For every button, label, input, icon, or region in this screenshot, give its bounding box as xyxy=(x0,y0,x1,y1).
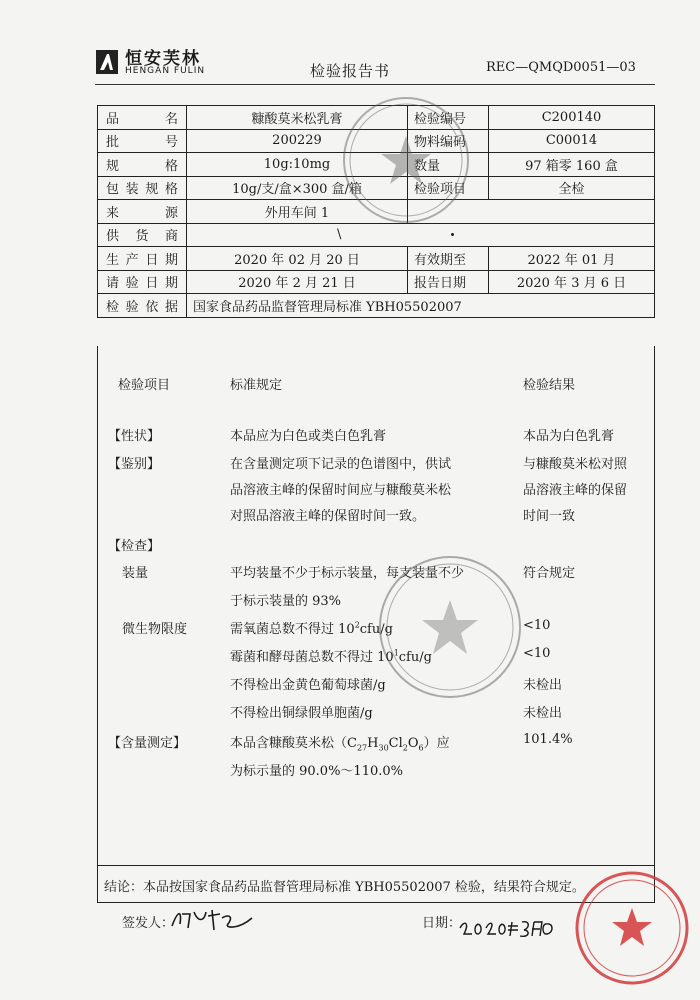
assay-text-end: ）应 xyxy=(423,736,450,751)
micro-result-2: <10 xyxy=(523,646,551,661)
date-label: 日期： xyxy=(422,916,462,931)
micro-1-unit: cfu/g xyxy=(359,622,393,637)
test-item-value: 全检 xyxy=(489,176,655,200)
quantity-value: 97 箱零 160 盒 xyxy=(489,153,655,177)
prod-date-value: 2020 年 02 月 20 日 xyxy=(187,247,408,271)
qa-stamp-middle-icon xyxy=(375,552,525,702)
ident-standard-1: 在含量测定项下记录的色谱图中，供试 xyxy=(230,457,452,472)
document-code: REC—QMQD0051—03 xyxy=(486,60,636,75)
assay-standard-2: 为标示量的 90.0%～110.0% xyxy=(230,764,403,779)
spec-label: 规格 xyxy=(98,153,187,177)
conclusion-text: 结论：本品按国家食品药品监督管理局标准 YBH05502007 检验，结果符合规定。 xyxy=(104,880,585,895)
product-label: 品名 xyxy=(98,106,187,130)
appearance-result: 本品为白色乳膏 xyxy=(523,429,615,444)
col-item-header: 检验项目 xyxy=(118,378,171,393)
micro-standard-3: 不得检出金黄色葡萄球菌/g xyxy=(230,678,386,693)
micro-2-exp: 1 xyxy=(393,648,399,658)
fill-standard-2: 于标示装量的 93% xyxy=(230,594,342,609)
table-row xyxy=(98,247,655,271)
assay-result: 101.4% xyxy=(523,732,573,747)
expiry-value: 2022 年 01 月 xyxy=(489,247,655,271)
col-standard-header: 标准规定 xyxy=(230,378,283,393)
red-qa-stamp-icon xyxy=(572,868,692,988)
source-label: 来源 xyxy=(98,200,187,224)
micro-standard-1 xyxy=(230,618,393,637)
qa-stamp-top-icon xyxy=(338,92,474,228)
quantity-label: 数量 xyxy=(408,153,489,177)
brand-name-cn: 恒安芙林 xyxy=(125,49,201,69)
supplier-label: 供货商 xyxy=(98,223,187,247)
brand-name-en: HENGAN FULIN xyxy=(125,66,206,76)
prod-date-label: 生产日期 xyxy=(98,247,187,271)
test-item-label: 检验项目 xyxy=(408,176,489,200)
packaging-value: 10g/支/盒×300 盒/箱 xyxy=(187,176,408,200)
micro-2-text: 霉菌和酵母菌总数不得过 10 xyxy=(230,650,394,665)
inspection-no-label: 检验编号 xyxy=(408,106,489,130)
table-row xyxy=(98,294,655,318)
report-date-value: 2020 年 3 月 6 日 xyxy=(489,270,655,294)
check-label: 【检查】 xyxy=(108,539,161,554)
formula-sub: 2 xyxy=(402,743,408,753)
assay-label: 【含量测定】 xyxy=(108,736,187,751)
expiry-label: 有效期至 xyxy=(408,247,489,271)
ident-result-1: 与糠酸莫米松对照 xyxy=(523,457,628,472)
ident-result-3: 时间一致 xyxy=(523,509,576,524)
ident-standard-3: 对照品溶液主峰的保留时间一致。 xyxy=(230,509,426,524)
formula-sub: 27 xyxy=(356,743,368,753)
signer-label: 签发人： xyxy=(122,916,175,931)
fill-label: 装量 xyxy=(122,566,149,581)
product-value: 糠酸莫米松乳膏 xyxy=(187,106,408,130)
appearance-standard: 本品应为白色或类白色乳膏 xyxy=(230,429,387,444)
micro-result-1: <10 xyxy=(523,618,551,633)
packaging-label: 包装规格 xyxy=(98,176,187,200)
micro-label: 微生物限度 xyxy=(122,622,188,637)
inspection-no-value: C200140 xyxy=(489,106,655,130)
formula-cl: Cl xyxy=(388,736,403,751)
ident-result-2: 品溶液主峰的保留 xyxy=(523,483,628,498)
table-row xyxy=(98,270,655,294)
spec-value: 10g:10mg xyxy=(187,153,408,177)
micro-result-4: 未检出 xyxy=(523,706,563,721)
basis-label: 检验依据 xyxy=(98,294,187,318)
fill-result: 符合规定 xyxy=(523,566,576,581)
stray-dot-mark xyxy=(451,233,454,236)
handwritten-date-icon xyxy=(458,914,558,942)
material-code-value: C00014 xyxy=(489,129,655,153)
supplier-value: \ xyxy=(337,227,342,243)
formula-sub: 30 xyxy=(378,743,389,753)
fill-standard-1: 平均装量不少于标示装量，每支装量不少 xyxy=(230,566,465,581)
formula-o: O xyxy=(407,736,419,751)
appearance-label: 【性状】 xyxy=(108,429,161,444)
assay-standard-1 xyxy=(230,732,450,753)
formula-h: H xyxy=(367,736,379,751)
formula-sub: 6 xyxy=(418,743,424,753)
material-code-label: 物料编码 xyxy=(408,129,489,153)
ident-label: 【鉴别】 xyxy=(108,457,161,472)
ident-standard-2: 品溶液主峰的保留时间应与糠酸莫米松 xyxy=(230,483,452,498)
request-date-value: 2020 年 2 月 21 日 xyxy=(187,270,408,294)
assay-text: 本品含糠酸莫米松（C xyxy=(230,736,357,751)
micro-standard-4: 不得检出铜绿假单胞菌/g xyxy=(230,706,373,721)
signature-icon xyxy=(168,904,258,934)
micro-1-exp: 2 xyxy=(354,620,360,630)
micro-result-3: 未检出 xyxy=(523,678,563,693)
report-date-label: 报告日期 xyxy=(408,270,489,294)
col-result-header: 检验结果 xyxy=(523,378,576,393)
basis-value: 国家食品药品监督管理局标准 YBH05502007 xyxy=(187,294,655,318)
micro-1-text: 需氧菌总数不得过 10 xyxy=(230,622,355,637)
request-date-label: 请验日期 xyxy=(98,270,187,294)
header-divider xyxy=(95,84,655,85)
batch-label: 批号 xyxy=(98,129,187,153)
company-logo-icon xyxy=(96,50,118,74)
source-value: 外用车间 1 xyxy=(187,200,408,224)
batch-value: 200229 xyxy=(187,129,408,153)
document-title: 检验报告书 xyxy=(310,62,391,80)
micro-2-unit: cfu/g xyxy=(398,650,432,665)
